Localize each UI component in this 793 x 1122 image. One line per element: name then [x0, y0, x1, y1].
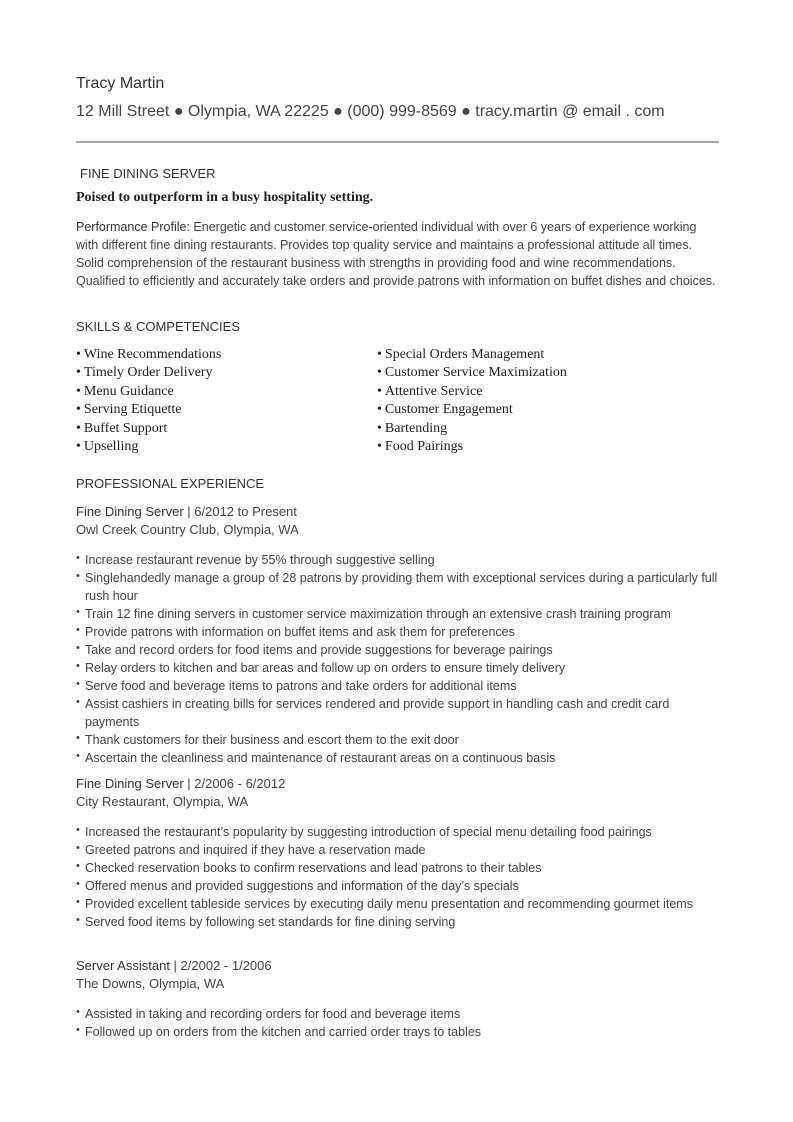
job-employer: The Downs, Olympia, WA: [76, 976, 225, 991]
skills-list-left: [76, 346, 221, 456]
job-duties: [76, 1005, 719, 1041]
target-job-title: FINE DINING SERVER: [80, 166, 216, 181]
duty-item: • Assisted in taking and recording orders for food and beverage items: [76, 1005, 719, 1023]
duty-item: • Checked reservation books to confirm reservations and lead patrons to their tables: [76, 859, 719, 877]
duty-item: • Relay orders to kitchen and bar areas and follow up on orders to ensure timely delivery: [76, 659, 719, 677]
job-role: Fine Dining Server: [76, 504, 184, 519]
duty-item: • Followed up on orders from the kitchen and carried order trays to tables: [76, 1023, 719, 1041]
duty-item: • Thank customers for their business and escort them to the exit door: [76, 731, 719, 749]
profile-label: Performance Profile:: [76, 220, 190, 234]
job-header: [76, 957, 719, 975]
skill-item: • Customer Engagement: [377, 401, 567, 419]
job-dates: | 2/2006 - 6/2012: [183, 776, 286, 791]
job-role: Server Assistant: [76, 958, 170, 973]
duty-item: • Provide patrons with information on buffet items and ask them for preferences: [76, 623, 719, 641]
skill-item: • Food Pairings: [377, 438, 567, 456]
duty-item: • Assist cashiers in creating bills for services rendered and provide support in handling cash and credit card payments: [76, 695, 719, 731]
job-entry: [76, 957, 719, 1041]
duty-item: • Ascertain the cleanliness and maintenance of restaurant areas on a continuous basis: [76, 749, 719, 767]
duty-item: • Train 12 fine dining servers in customer service maximization through an extensive crash training program: [76, 605, 719, 623]
tagline: Poised to outperform in a busy hospitality setting.: [76, 190, 374, 205]
header-divider: [76, 141, 719, 143]
duty-item: • Served food items by following set standards for fine dining serving: [76, 913, 719, 931]
job-entry: [76, 775, 719, 931]
skill-item: • Menu Guidance: [76, 383, 221, 401]
skills-list-right: [377, 346, 567, 456]
skill-item: • Customer Service Maximization: [377, 364, 567, 382]
skill-item: • Attentive Service: [377, 383, 567, 401]
job-entry: [76, 503, 719, 767]
skill-item: • Buffet Support: [76, 420, 221, 438]
profile-text: Energetic and customer service-oriented individual with over 6 years of experience working with different fine dining restaurants. Provides top quality service and maintains a professional attitude all times. Solid comprehension of the restaurant business with strengths in providing food and wine recommendations. Qualified to efficiently and accurately take orders and provide patrons with information on buffet dishes and choices.: [76, 220, 716, 288]
job-header: [76, 503, 719, 521]
skill-item: • Special Orders Management: [377, 346, 567, 364]
skill-item: • Wine Recommendations: [76, 346, 221, 364]
performance-profile: [76, 218, 719, 290]
duty-item: • Serve food and beverage items to patrons and take orders for additional items: [76, 677, 719, 695]
skill-item: • Serving Etiquette: [76, 401, 221, 419]
candidate-name: Tracy Martin: [76, 75, 165, 92]
job-employer: City Restaurant, Olympia, WA: [76, 794, 249, 809]
experience-heading: PROFESSIONAL EXPERIENCE: [76, 476, 265, 491]
skill-item: • Timely Order Delivery: [76, 364, 221, 382]
job-duties: [76, 551, 719, 767]
job-employer: Owl Creek Country Club, Olympia, WA: [76, 522, 299, 537]
job-header: [76, 775, 719, 793]
duty-item: • Greeted patrons and inquired if they have a reservation made: [76, 841, 719, 859]
duty-item: • Singlehandedly manage a group of 28 patrons by providing them with exceptional services during a particularly full rush hour: [76, 569, 719, 605]
job-role: Fine Dining Server: [76, 776, 184, 791]
duty-item: • Offered menus and provided suggestions and information of the day’s specials: [76, 877, 719, 895]
duty-item: • Increase restaurant revenue by 55% through suggestive selling: [76, 551, 719, 569]
skill-item: • Bartending: [377, 420, 567, 438]
duty-item: • Increased the restaurant’s popularity by suggesting introduction of special menu detailing food pairings: [76, 823, 719, 841]
contact-line: 12 Mill Street ● Olympia, WA 22225 ● (000) 999-8569 ● tracy.martin @ email . com: [76, 103, 665, 120]
skills-heading: SKILLS & COMPETENCIES: [76, 319, 240, 334]
job-duties: [76, 823, 719, 931]
job-dates: | 6/2012 to Present: [183, 504, 297, 519]
duty-item: • Take and record orders for food items and provide suggestions for beverage pairings: [76, 641, 719, 659]
job-dates: | 2/2002 - 1/2006: [169, 958, 272, 973]
duty-item: • Provided excellent tableside services by executing daily menu presentation and recommending gourmet items: [76, 895, 719, 913]
skill-item: • Upselling: [76, 438, 221, 456]
